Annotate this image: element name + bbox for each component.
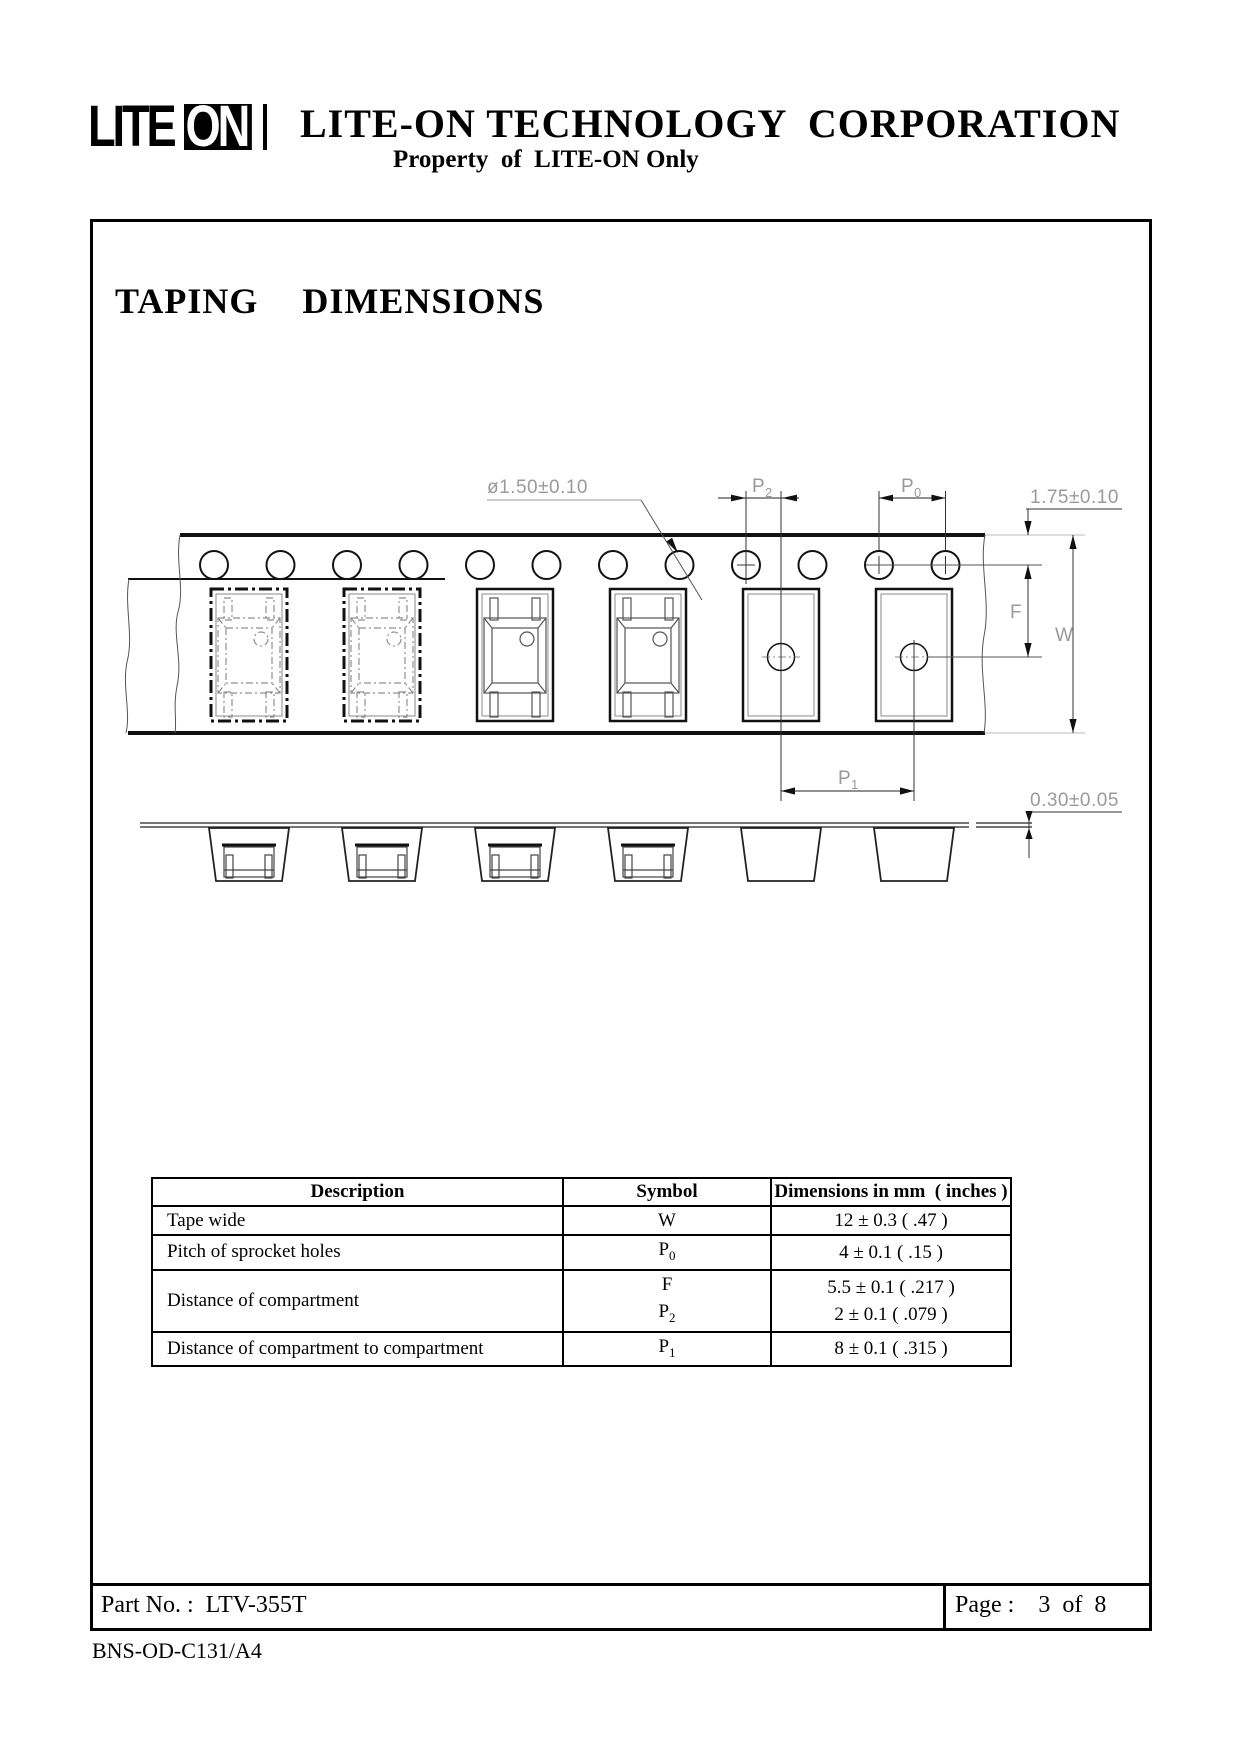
cell-description: Tape wide — [152, 1206, 563, 1235]
dim-p0 — [879, 476, 946, 550]
footer-vertical-divider — [943, 1583, 946, 1631]
dim-p2-subscript: 2 — [765, 485, 773, 500]
symbol-line: $P_0$ — [658, 1239, 676, 1263]
company-title: LITE-ON TECHNOLOGY CORPORATION — [300, 101, 1121, 146]
dim-edge-margin-label: 1.75±0.10 — [1030, 487, 1119, 508]
cell-symbol — [563, 1235, 771, 1270]
sprocket-hole — [799, 551, 827, 579]
dim-p0-subscript: 0 — [914, 485, 922, 500]
dim-w-arrow-top — [1069, 535, 1076, 549]
dim-p2-label: P — [752, 476, 766, 497]
table-row — [152, 1235, 1011, 1270]
sprocket-hole — [200, 551, 228, 579]
dim-p1-subscript: 1 — [851, 777, 859, 792]
dim-p1-arrow-right — [900, 787, 914, 794]
dim-p2-arrow-left — [731, 495, 746, 502]
part-number — [101, 1592, 307, 1619]
side-view-pockets-layer — [209, 828, 954, 881]
symbol-line: $P_1$ — [658, 1335, 676, 1360]
compartment — [477, 589, 553, 721]
page-number-label: Page : — [955, 1592, 1039, 1618]
col-header-dimensions: Dimensions in mm ( inches ) — [771, 1178, 1011, 1206]
compartment — [344, 589, 420, 721]
cell-symbol — [563, 1206, 771, 1235]
page-number-value: 3 of 8 — [1038, 1592, 1107, 1618]
left-break-line-1 — [175, 535, 181, 733]
cell-dimensions — [771, 1332, 1011, 1367]
dim-p1-label: P — [838, 768, 852, 789]
dim-p0-arrow-left — [879, 495, 893, 502]
footer-divider-line — [90, 1583, 1152, 1586]
symbol-line: $P_2$ — [658, 1300, 676, 1325]
cell-symbol — [563, 1270, 771, 1332]
cell-dimensions — [771, 1270, 1011, 1332]
left-break-line-2 — [125, 579, 129, 733]
compartments-layer — [211, 589, 952, 721]
table-row — [152, 1332, 1011, 1367]
carrier-pocket — [741, 828, 821, 881]
sprocket-hole — [666, 551, 694, 579]
dimension-line: 8 ± 0.1 ( .315 ) — [834, 1338, 948, 1360]
cell-dimensions — [771, 1206, 1011, 1235]
dim-w — [1055, 535, 1077, 733]
dim-edge-margin — [1024, 487, 1122, 535]
taping-dimensions-drawing — [90, 400, 1160, 900]
dim-p2-arrow-right — [782, 495, 797, 502]
sprocket-hole — [333, 551, 361, 579]
table-row — [152, 1206, 1011, 1235]
sprocket-hole — [400, 551, 428, 579]
tape-side-view — [140, 823, 1032, 827]
dim-thickness-arrow-bottom — [1025, 828, 1032, 839]
dim-p0-label: P — [901, 476, 915, 497]
cell-description: Pitch of sprocket holes — [152, 1235, 563, 1270]
cell-symbol — [563, 1332, 771, 1367]
dim-f-arrow-top — [1024, 565, 1031, 579]
col-header-description: Description — [152, 1178, 563, 1206]
sprocket-hole — [599, 551, 627, 579]
part-number-value: LTV-355T — [205, 1592, 307, 1618]
document-code: BNS-OD-C131/A4 — [92, 1638, 262, 1663]
property-notice: Property of LITE-ON Only — [393, 146, 699, 173]
cell-description: Distance of compartment to compartment — [152, 1332, 563, 1367]
logo-divider-bar — [263, 104, 267, 150]
dim-hole-diameter-label: ø1.50±0.10 — [487, 477, 588, 498]
symbol-line: W — [658, 1210, 676, 1231]
carrier-pocket — [608, 828, 688, 881]
dimension-line: 4 ± 0.1 ( .15 ) — [839, 1241, 943, 1263]
dim-hole-leader — [641, 500, 702, 600]
logo-on-box: ON — [184, 104, 252, 150]
logo-lite-text: LITE — [88, 94, 174, 159]
sprocket-holes-layer — [200, 551, 960, 579]
liteon-logo — [88, 94, 267, 159]
symbol-line: F — [661, 1273, 673, 1295]
dim-p0-arrow-right — [932, 495, 946, 502]
dim-p1-arrow-left — [781, 787, 795, 794]
dim-f-arrow-bottom — [1024, 643, 1031, 657]
dim-thickness-arrow-top — [1025, 811, 1032, 822]
page-number — [955, 1592, 1106, 1619]
dim-thickness-label: 0.30±0.05 — [1030, 790, 1119, 811]
dim-f-label: F — [1010, 602, 1023, 623]
sprocket-hole — [466, 551, 494, 579]
compartment — [610, 589, 686, 721]
part-number-label: Part No. : — [101, 1592, 206, 1618]
dimension-line: 5.5 ± 0.1 ( .217 ) — [827, 1276, 955, 1298]
dim-thickness — [1025, 790, 1122, 858]
cell-dimensions — [771, 1235, 1011, 1270]
table-header-row — [152, 1178, 1011, 1206]
carrier-pocket — [342, 828, 422, 881]
sprocket-hole — [267, 551, 295, 579]
dimensions-table — [151, 1177, 1012, 1367]
col-header-symbol: Symbol — [563, 1178, 771, 1206]
dim-w-arrow-bottom — [1069, 719, 1076, 733]
section-title: TAPING DIMENSIONS — [115, 281, 545, 321]
dim-w-label: W — [1055, 625, 1074, 646]
dim-edge-margin-arrow — [1024, 521, 1031, 535]
compartment — [211, 589, 287, 721]
table-row — [152, 1270, 1011, 1332]
carrier-pocket — [209, 828, 289, 881]
carrier-pocket — [874, 828, 954, 881]
carrier-pocket — [475, 828, 555, 881]
cell-description: Distance of compartment — [152, 1270, 563, 1332]
dim-hole-diameter — [487, 477, 702, 600]
dimension-line: 2 ± 0.1 ( .079 ) — [834, 1303, 948, 1325]
dimension-line: 12 ± 0.3 ( .47 ) — [834, 1210, 948, 1231]
sprocket-hole — [533, 551, 561, 579]
